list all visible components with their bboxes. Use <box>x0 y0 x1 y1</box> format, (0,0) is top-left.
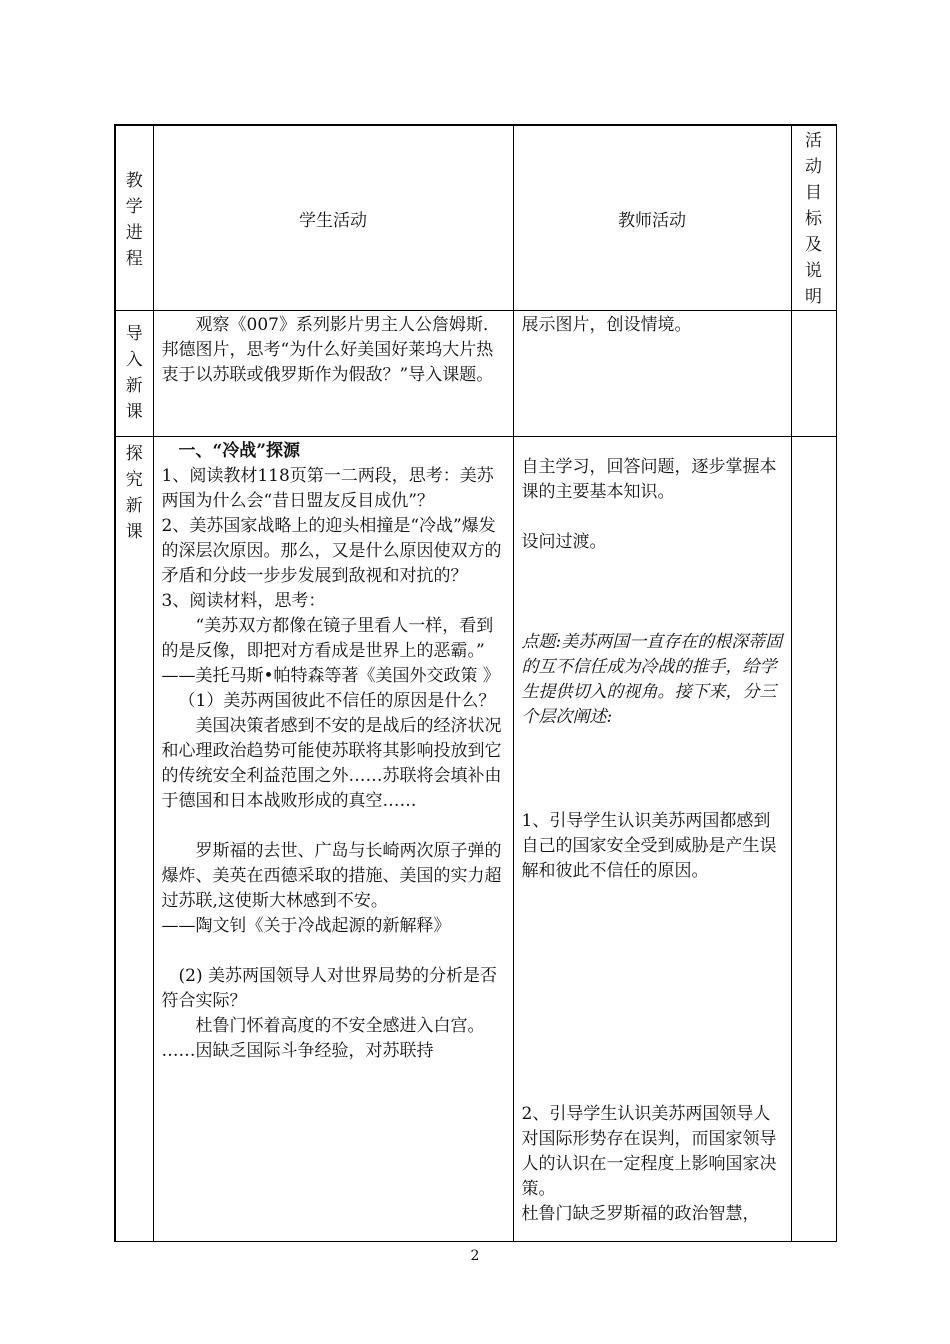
intro-stage-cell <box>115 311 153 437</box>
header-teacher-activity: 教师活动 <box>513 125 791 311</box>
question-2: 2、美苏国家战略上的迎头相撞是“冷战”爆发的深层次原因。那么，又是什么原因使双方的矛盾和分歧一步步发展到敌视和对抗的？ <box>161 516 502 586</box>
sub-question-2: (2) 美苏两国领导人对世界局势的分析是否符合实际？ <box>161 966 497 1011</box>
teacher-note-5: 2、引导学生认识美苏两国领导人对国际形势存在误判，而国家领导人的认识在一定程度上影响国家决策。 <box>521 1104 777 1199</box>
explore-goal-cell <box>791 437 836 1242</box>
teacher-note-1: 自主学习，回答问题，逐步掌握本课的主要基本知识。 <box>521 457 777 502</box>
intro-stage: 导入新课 <box>125 324 143 422</box>
teacher-note-2: 设问过渡。 <box>521 532 607 552</box>
explore-stage-cell <box>115 437 153 1242</box>
intro-teacher-text: 展示图片，创设情境。 <box>521 315 692 335</box>
header-stage-cell <box>115 125 153 311</box>
explore-row <box>115 437 836 1242</box>
explore-student-cell <box>153 437 513 1242</box>
intro-student-cell <box>153 311 513 437</box>
intro-teacher-cell <box>513 311 791 437</box>
quote-1: “美苏双方都像在镜子里看人一样，看到的是反像，即把对方看成是世界上的恶霸。” <box>161 616 494 661</box>
lesson-plan-table <box>114 124 837 1242</box>
quote-1-source: ——美托马斯•帕特森等著《美国外交政策 》 <box>161 666 500 686</box>
table-header-row <box>115 125 836 311</box>
sub-question-1: （1）美苏两国彼此不信任的原因是什么？ <box>178 691 496 711</box>
intro-row <box>115 311 836 437</box>
header-student-activity: 学生活动 <box>153 125 513 311</box>
question-3: 3、阅读材料，思考： <box>161 591 326 611</box>
teacher-note-4: 1、引导学生认识美苏两国都感到自己的国家安全受到威胁是产生误解和彼此不信任的原因。 <box>521 811 777 881</box>
material-1: 美国决策者感到不安的是战后的经济状况和心理政治趋势可能使苏联将其影响投放到它的传统安全利益范围之外……苏联将会填补由于德国和日本战败形成的真空…… <box>161 716 502 811</box>
header-goal: 活动目标及说明 <box>805 131 822 307</box>
section-heading: 一、“冷战”探源 <box>178 441 301 461</box>
teacher-note-3: 点题:美苏两国一直存在的根深蒂固的互不信任成为冷战的推手，给学生提供切入的视角。接下来，分三个层次阐述: <box>521 632 783 727</box>
question-1: 1、阅读教材118页第一二两段，思考：美苏两国为什么会“昔日盟友反目成仇”？ <box>161 466 494 511</box>
header-stage: 教学进程 <box>125 171 143 269</box>
teacher-note-6: 杜鲁门缺乏罗斯福的政治智慧， <box>521 1204 760 1224</box>
header-goal-cell <box>791 125 836 311</box>
material-3: 杜鲁门怀着高度的不安全感进入白宫。 ……因缺乏国际斗争经验，对苏联持 <box>161 1016 485 1061</box>
explore-stage: 探究新课 <box>125 444 143 542</box>
explore-teacher-cell <box>513 437 791 1242</box>
material-2-source: ——陶文钊《关于冷战起源的新解释》 <box>161 916 451 936</box>
page-number: 2 <box>470 1248 480 1264</box>
intro-goal-cell <box>791 311 836 437</box>
intro-student-text: 观察《007》系列影片男主人公詹姆斯．邦德图片，思考“为什么好美国好莱坞大片热衷于以苏联或俄罗斯作为假敌？”导入课题。 <box>161 315 500 385</box>
material-2: 罗斯福的去世、广岛与长崎两次原子弹的爆炸、美英在西德采取的措施、美国的实力超过苏联,这使斯大林感到不安。 <box>161 841 502 911</box>
